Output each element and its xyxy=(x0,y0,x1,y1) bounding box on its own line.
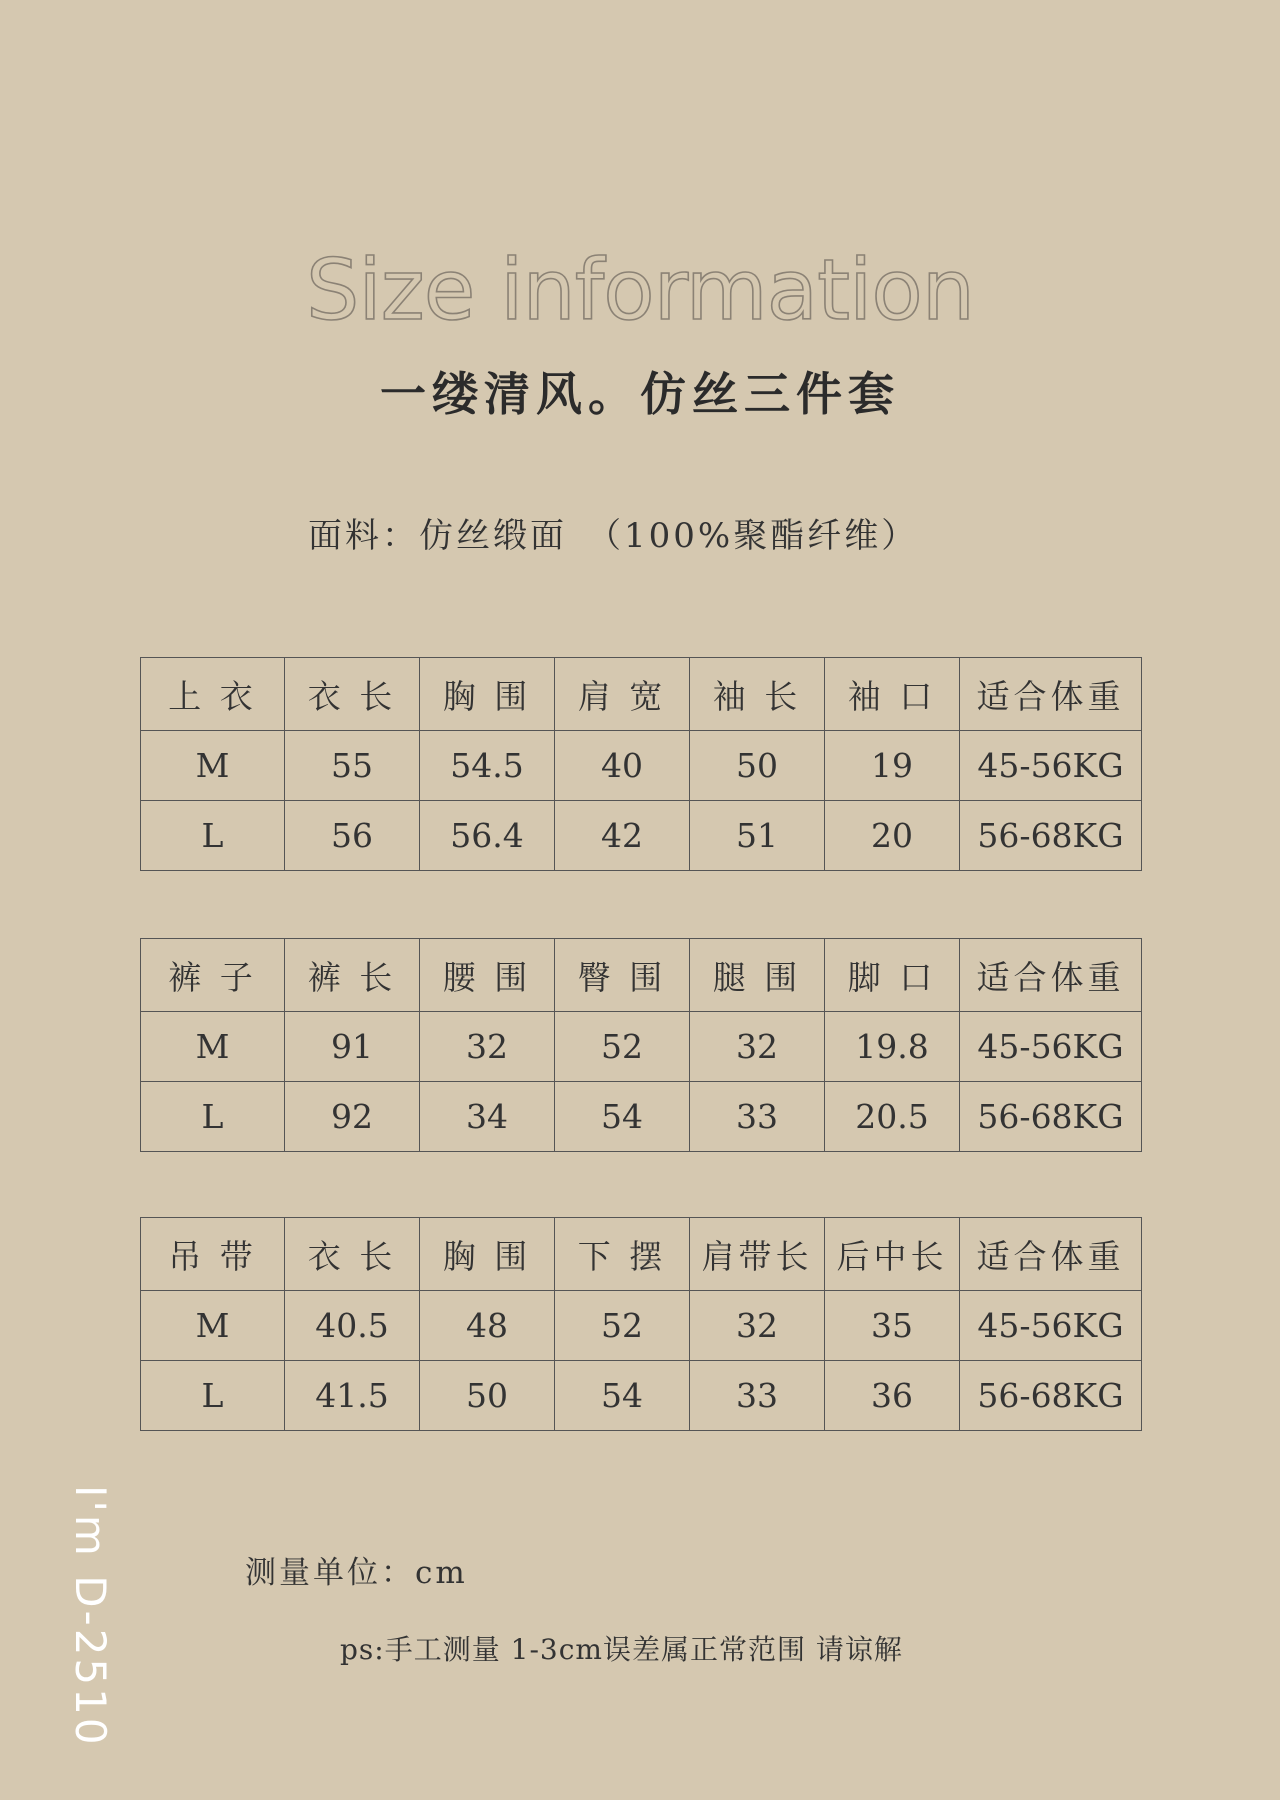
table-cell: 56.4 xyxy=(420,801,555,871)
table-cell: 52 xyxy=(555,1291,690,1361)
header-cell: 吊 带 xyxy=(141,1218,285,1291)
header-cell: 衣 长 xyxy=(285,658,420,731)
table-cell: 56 xyxy=(285,801,420,871)
header-cell: 肩 宽 xyxy=(555,658,690,731)
size-table-pants xyxy=(140,938,1142,1152)
table-cell: 56-68KG xyxy=(960,1361,1142,1431)
fabric-info: 面料：仿丝缎面 （100%聚酯纤维） xyxy=(308,516,919,556)
header-cell: 适合体重 xyxy=(960,1218,1142,1291)
table-cell: 40 xyxy=(555,731,690,801)
table-cell: 54 xyxy=(555,1082,690,1152)
header-cell: 袖 长 xyxy=(690,658,825,731)
header-cell: 脚 口 xyxy=(825,939,960,1012)
table-cell: 20 xyxy=(825,801,960,871)
header-cell: 适合体重 xyxy=(960,658,1142,731)
table-cell: 32 xyxy=(420,1012,555,1082)
side-label: I'm D-2510 xyxy=(66,1485,115,1748)
table-cell: 51 xyxy=(690,801,825,871)
table-cell: 42 xyxy=(555,801,690,871)
table-cell: 19.8 xyxy=(825,1012,960,1082)
table-row xyxy=(141,801,1142,871)
table-row xyxy=(141,1012,1142,1082)
page-title-en: Size information xyxy=(306,241,974,339)
table-cell: 35 xyxy=(825,1291,960,1361)
size-table-top xyxy=(140,657,1142,871)
table-cell: M xyxy=(141,1291,285,1361)
table-cell: 45-56KG xyxy=(960,731,1142,801)
header-cell: 适合体重 xyxy=(960,939,1142,1012)
table-row xyxy=(141,1291,1142,1361)
table-cell: L xyxy=(141,801,285,871)
table-cell: 45-56KG xyxy=(960,1291,1142,1361)
table-cell: 33 xyxy=(690,1082,825,1152)
table-cell: 32 xyxy=(690,1012,825,1082)
table-cell: 45-56KG xyxy=(960,1012,1142,1082)
table-cell: 41.5 xyxy=(285,1361,420,1431)
table-cell: 36 xyxy=(825,1361,960,1431)
table-cell: 56-68KG xyxy=(960,801,1142,871)
table-cell: M xyxy=(141,1012,285,1082)
table-cell: 32 xyxy=(690,1291,825,1361)
ps-note: ps:手工测量 1-3cm误差属正常范围 请谅解 xyxy=(340,1633,903,1666)
header-cell: 裤 子 xyxy=(141,939,285,1012)
table-cell: M xyxy=(141,731,285,801)
header-cell: 胸 围 xyxy=(420,658,555,731)
header-cell: 下 摆 xyxy=(555,1218,690,1291)
header-cell: 裤 长 xyxy=(285,939,420,1012)
table-header-row xyxy=(141,1218,1142,1291)
table-cell: 54.5 xyxy=(420,731,555,801)
header-cell: 胸 围 xyxy=(420,1218,555,1291)
header-cell: 袖 口 xyxy=(825,658,960,731)
table-cell: 50 xyxy=(420,1361,555,1431)
table-header-row xyxy=(141,939,1142,1012)
table-cell: 34 xyxy=(420,1082,555,1152)
table-row xyxy=(141,1361,1142,1431)
header-cell: 臀 围 xyxy=(555,939,690,1012)
table-row xyxy=(141,731,1142,801)
table-cell: 19 xyxy=(825,731,960,801)
table-cell: L xyxy=(141,1082,285,1152)
table-cell: 55 xyxy=(285,731,420,801)
measurement-unit: 测量单位：cm xyxy=(245,1555,468,1591)
table-row xyxy=(141,1082,1142,1152)
table-cell: 56-68KG xyxy=(960,1082,1142,1152)
table-header-row xyxy=(141,658,1142,731)
table-cell: 33 xyxy=(690,1361,825,1431)
size-table-cami xyxy=(140,1217,1142,1431)
table-cell: 48 xyxy=(420,1291,555,1361)
table-cell: 91 xyxy=(285,1012,420,1082)
page-title-cn: 一缕清风。仿丝三件套 xyxy=(380,367,900,421)
header-cell: 腿 围 xyxy=(690,939,825,1012)
header-cell: 腰 围 xyxy=(420,939,555,1012)
table-cell: 54 xyxy=(555,1361,690,1431)
header-cell: 后中长 xyxy=(825,1218,960,1291)
table-cell: L xyxy=(141,1361,285,1431)
table-cell: 92 xyxy=(285,1082,420,1152)
table-cell: 40.5 xyxy=(285,1291,420,1361)
table-cell: 50 xyxy=(690,731,825,801)
table-cell: 20.5 xyxy=(825,1082,960,1152)
header-cell: 衣 长 xyxy=(285,1218,420,1291)
header-cell: 肩带长 xyxy=(690,1218,825,1291)
table-cell: 52 xyxy=(555,1012,690,1082)
header-cell: 上 衣 xyxy=(141,658,285,731)
